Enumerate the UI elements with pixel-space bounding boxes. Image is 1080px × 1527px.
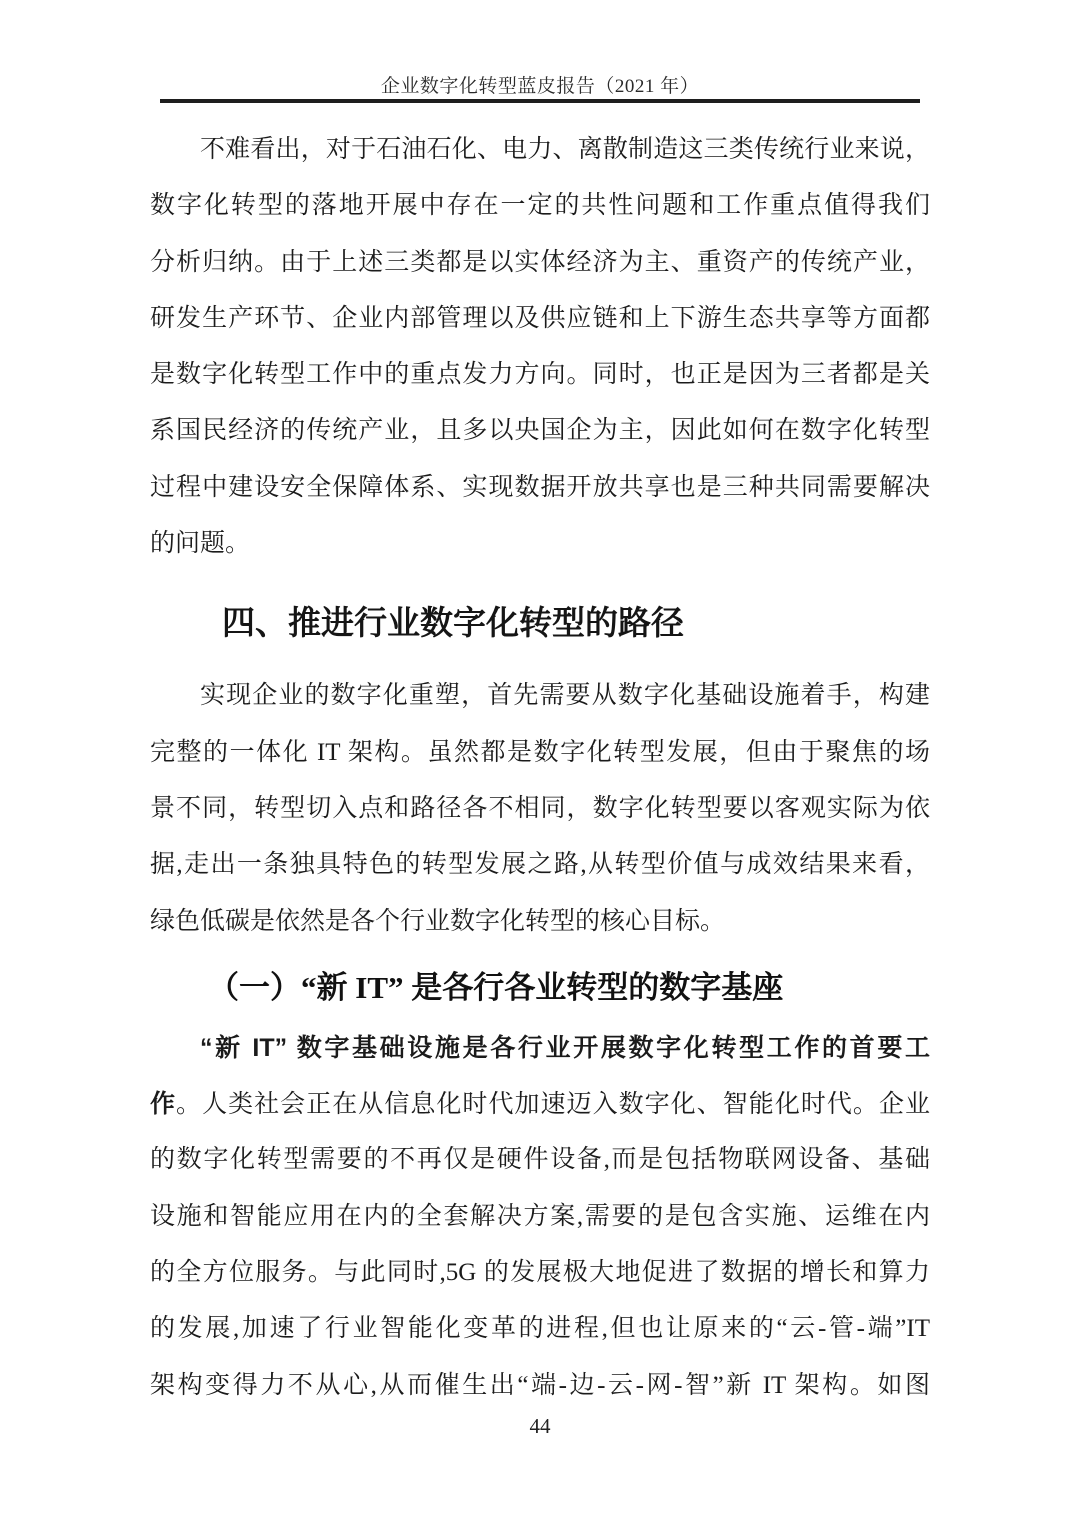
page-header-title: 企业数字化转型蓝皮报告（2021 年） xyxy=(380,76,700,97)
page-content xyxy=(150,122,930,1414)
paragraph-line: 分析归纳。由于上述三类都是以实体经济为主、重资产的传统产业， xyxy=(150,248,930,276)
paragraph-line: 实现企业的数字化重塑，首先需要从数字化基础设施着手，构建 xyxy=(200,682,930,710)
paragraph-line: 不难看出，对于石油石化、电力、离散制造这三类传统行业来说， xyxy=(200,136,930,163)
paragraph-line: 数字化转型的落地开展中存在一定的共性问题和工作重点值得我们 xyxy=(150,192,930,220)
paragraph-line: 架构变得力不从心,从而催生出“端-边-云-网-智”新 IT 架构。如图 xyxy=(150,1371,930,1399)
paragraph-line: 的全方位服务。与此同时,5G 的发展极大地促进了数据的增长和算力 xyxy=(150,1259,930,1287)
paragraph-line: 过程中建设安全保障体系、实现数据开放共享也是三种共同需要解决 xyxy=(150,473,930,501)
paragraph-line: 是数字化转型工作中的重点发力方向。同时，也正是因为三者都是关 xyxy=(150,361,930,389)
section-heading: 四、推进行业数字化转型的路径 xyxy=(222,603,684,641)
paragraph-line: 的数字化转型需要的不再仅是硬件设备,而是包括物联网设备、基础 xyxy=(150,1146,930,1174)
paragraph-line: 设施和智能应用在内的全套解决方案,需要的是包含实施、运维在内 xyxy=(150,1202,930,1230)
paragraph-line: 研发生产环节、企业内部管理以及供应链和上下游生态共享等方面都 xyxy=(150,304,930,332)
paragraph-line xyxy=(150,1076,930,1132)
subsection-heading: （一）“新 IT” 是各行各业转型的数字基座 xyxy=(208,970,784,1006)
paragraph-line: 据,走出一条独具特色的转型发展之路,从转型价值与成效结果来看， xyxy=(150,851,930,879)
paragraph-line: 系国民经济的传统产业，且多以央国企为主，因此如何在数字化转型 xyxy=(150,417,930,445)
paragraph-line xyxy=(150,1020,930,1076)
paragraph-line: 的发展,加速了行业智能化变革的进程,但也让原来的“云-管-端”IT xyxy=(150,1315,930,1343)
paragraph-text: 。人类社会正在从信息化时代加速迈入数字化、智能化时代。企业 xyxy=(176,1091,930,1119)
paragraph-line: 的问题。 xyxy=(150,530,251,558)
bold-lead-text: 作 xyxy=(150,1090,177,1119)
page-number: 44 xyxy=(529,1414,551,1438)
paragraph-line: 绿色低碳是依然是各个行业数字化转型的核心目标。 xyxy=(150,907,726,935)
bold-lead-text: “新 IT” 数字基础设施是各行业开展数字化转型工作的首要工 xyxy=(200,1033,930,1062)
paragraph-line: 完整的一体化 IT 架构。虽然都是数字化转型发展，但由于聚焦的场 xyxy=(150,738,930,766)
paragraph-line: 景不同，转型切入点和路径各不相同，数字化转型要以客观实际为依 xyxy=(150,794,930,822)
header-rule xyxy=(160,99,920,103)
